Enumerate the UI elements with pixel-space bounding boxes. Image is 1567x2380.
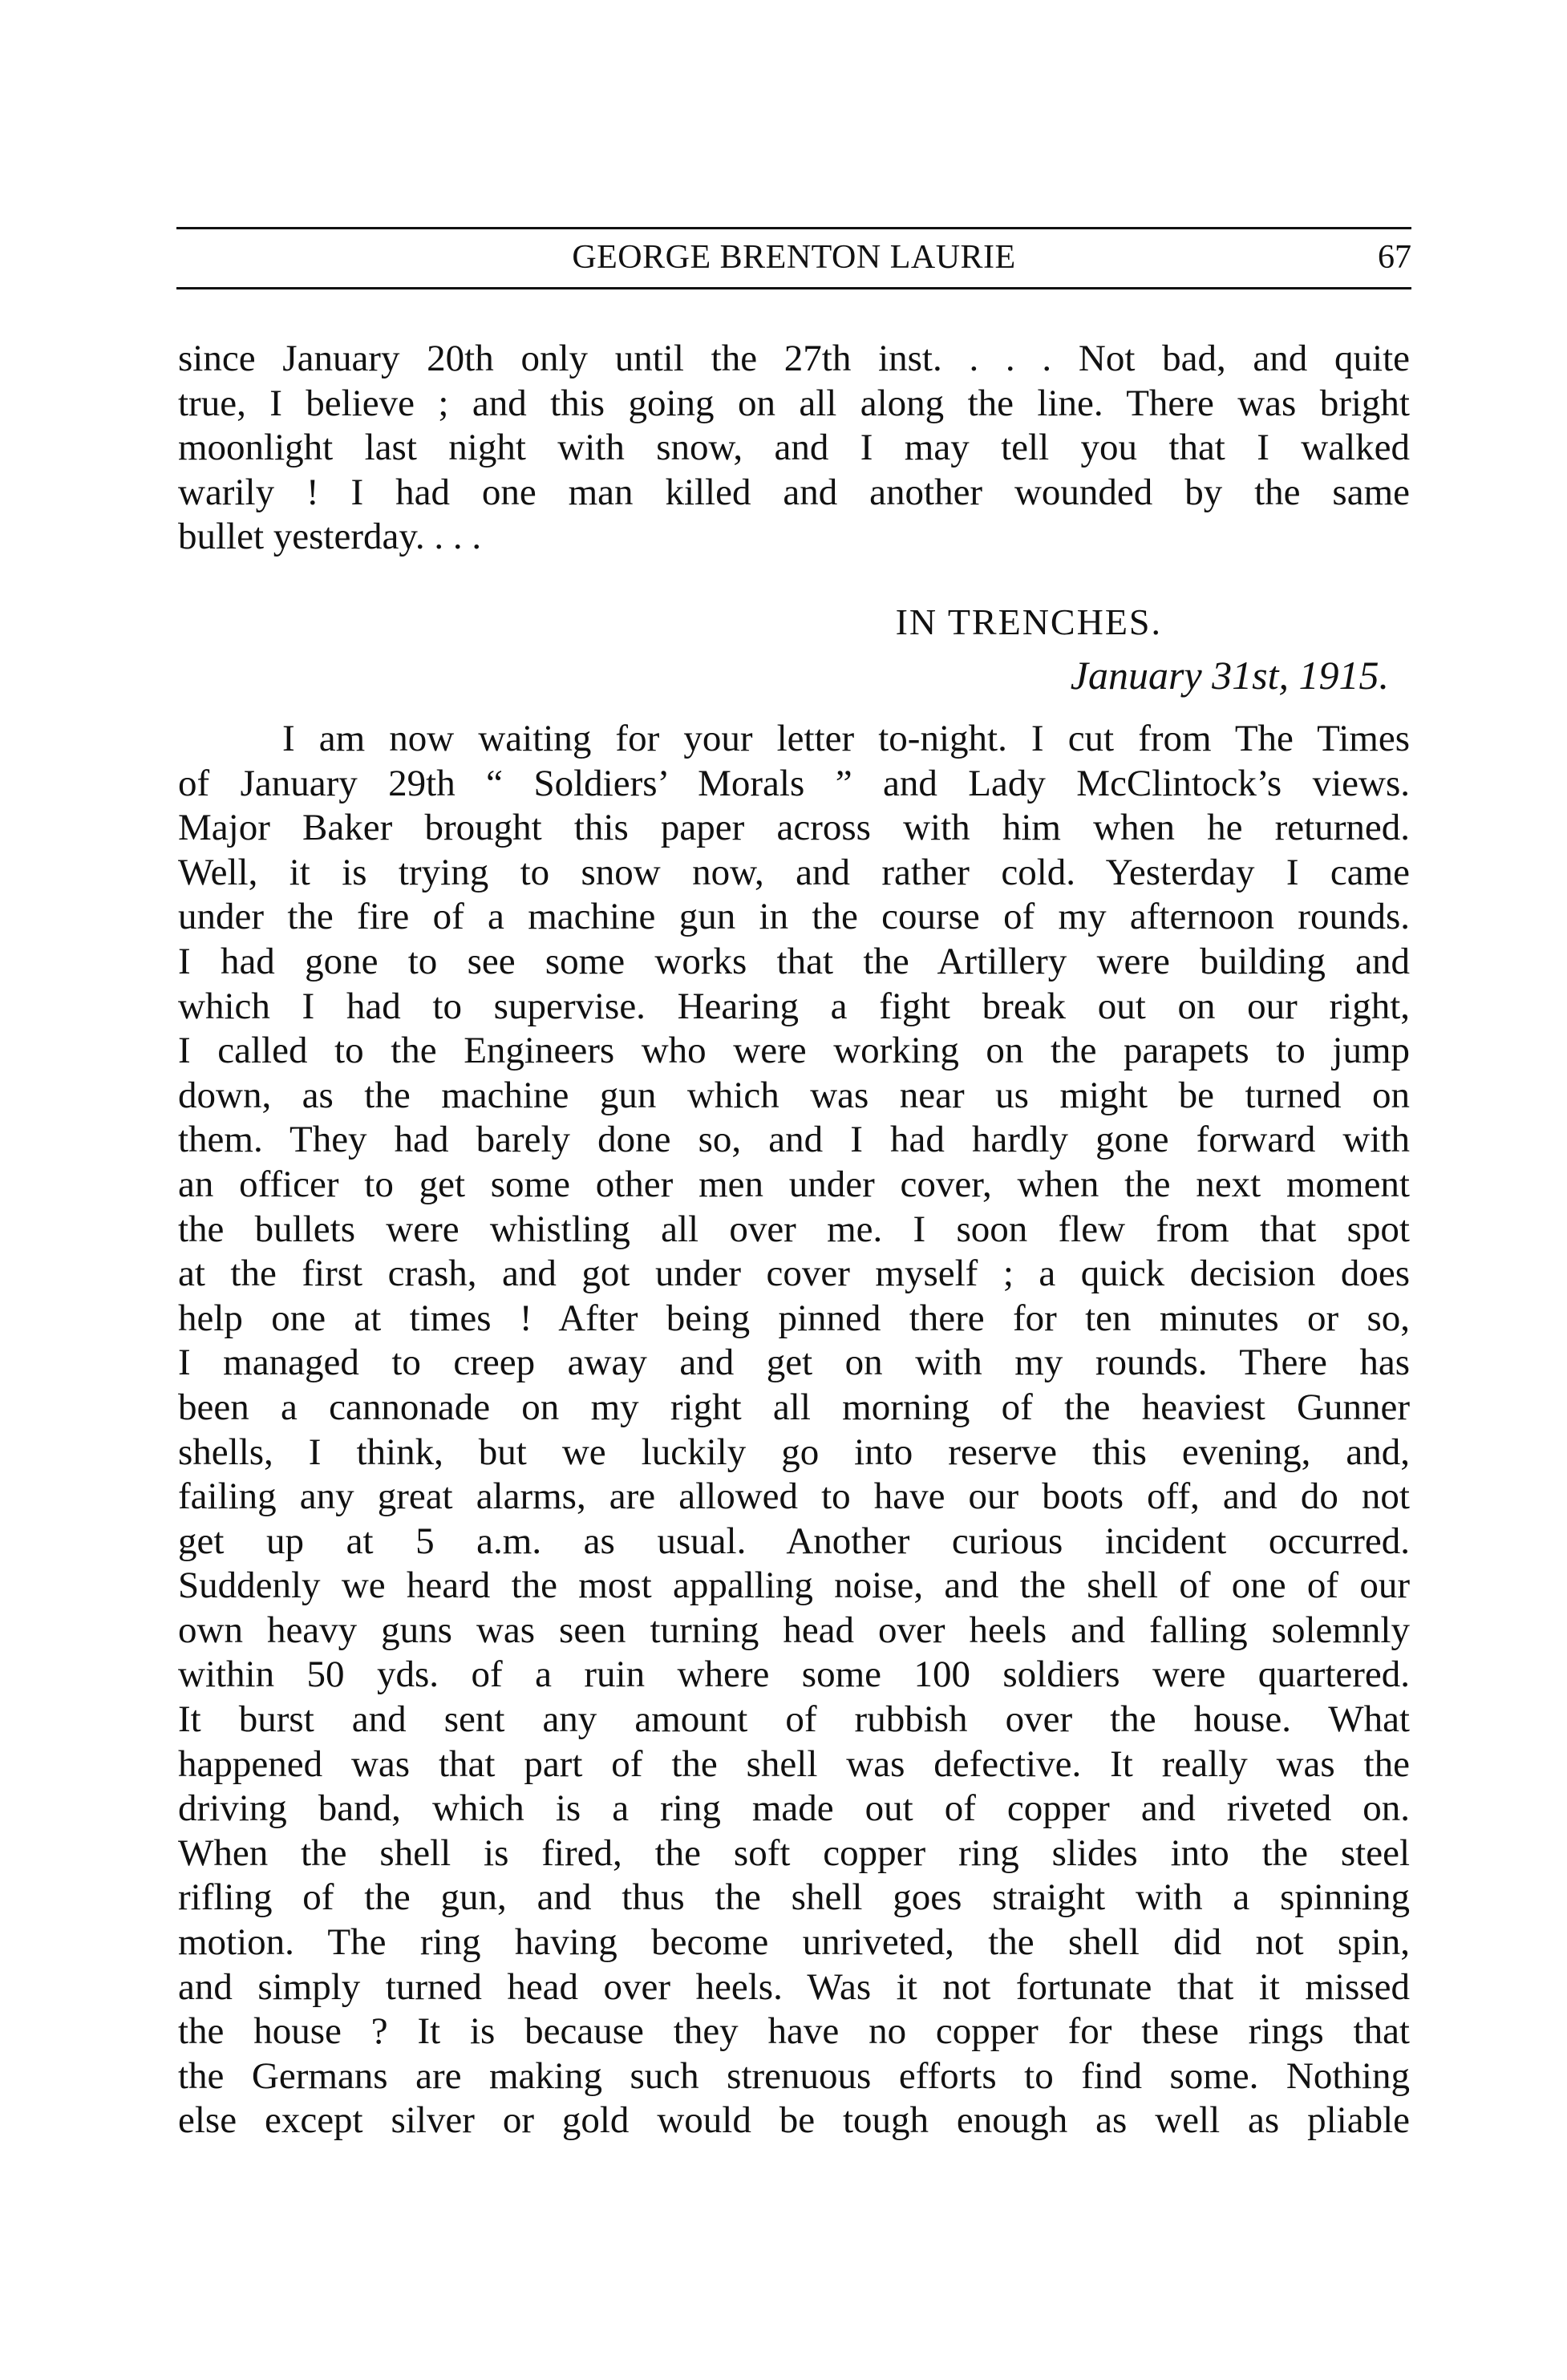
running-title: GEORGE BRENTON LAURIE	[572, 239, 1016, 276]
text-line: It burst and sent any amount of rubbish over the house. What	[178, 1698, 1410, 1741]
text-line: bullet yesterday. . . .	[178, 516, 482, 558]
dateline-place: IN TRENCHES.	[895, 601, 1162, 642]
text-line: since January 20th only until the 27th inst. . . . Not bad, and quite	[178, 338, 1410, 379]
dateline-date: January 31st, 1915.	[1070, 653, 1389, 698]
text-line: own heavy guns was seen turning head over heels and falling solemnly	[178, 1609, 1410, 1651]
text-line: help one at times ! After being pinned there for ten minutes or so,	[178, 1297, 1410, 1339]
text-line: them. They had barely done so, and I had hardly gone forward with	[178, 1119, 1410, 1161]
running-head	[176, 233, 1411, 282]
text-line: moonlight last night with snow, and I may tell you that I walked	[178, 427, 1410, 469]
text-line: happened was that part of the shell was defective. It really was the	[178, 1742, 1410, 1785]
text-line: get up at 5 a.m. as usual. Another curious incident occurred.	[178, 1520, 1410, 1562]
text-line: else except silver or gold would be tough enough as well as pliable	[178, 2099, 1410, 2142]
text-line: I am now waiting for your letter to-night. I cut from The Times	[282, 718, 1410, 759]
text-line: shells, I think, but we luckily go into reserve this evening, and,	[178, 1431, 1410, 1473]
paragraph-continued	[178, 337, 1410, 560]
text-line: driving band, which is a ring made out of copper and riveted on.	[178, 1787, 1410, 1830]
text-line: the bullets were whistling all over me. I soon flew from that spot	[178, 1208, 1410, 1250]
text-line: of January 29th “ Soldiers’ Morals ” and Lady McClintock’s views.	[178, 762, 1410, 804]
header-rule-top	[176, 227, 1411, 229]
text-line: motion. The ring having become unriveted, the shell did not spin,	[178, 1921, 1410, 1964]
text-line: failing any great alarms, are allowed to have our boots off, and do not	[178, 1475, 1410, 1518]
text-line: down, as the machine gun which was near us might be turned on	[178, 1074, 1410, 1116]
text-line: warily ! I had one man killed and another wounded by the same	[178, 471, 1410, 513]
text-line: I had gone to see some works that the Artillery were building and	[178, 940, 1410, 982]
text-line: and simply turned head over heels. Was it not fortunate that it missed	[178, 1965, 1410, 2008]
text-line: at the first crash, and got under cover myself ; a quick decision does	[178, 1253, 1410, 1295]
text-line: been a cannonade on my right all morning of the heaviest Gunner	[178, 1386, 1410, 1428]
text-line: Well, it is trying to snow now, and rather cold. Yesterday I came	[178, 851, 1410, 893]
page-number: 67	[1378, 239, 1411, 276]
letter-paragraph	[178, 717, 1410, 2143]
text-line: true, I believe ; and this going on all along the line. There was bright	[178, 382, 1410, 424]
text-line: I managed to creep away and get on with my rounds. There has	[178, 1342, 1410, 1384]
text-line: rifling of the gun, and thus the shell goes straight with a spinning	[178, 1876, 1410, 1919]
text-line: under the fire of a machine gun in the course of my afternoon rounds.	[178, 896, 1410, 938]
text-line: the house ? It is because they have no copper for these rings that	[178, 2010, 1410, 2053]
text-line: the Germans are making such strenuous efforts to find some. Nothing	[178, 2054, 1410, 2097]
text-line: Major Baker brought this paper across with him when he returned.	[178, 807, 1410, 849]
text-line: which I had to supervise. Hearing a fight break out on our right,	[178, 985, 1410, 1027]
text-line: within 50 yds. of a ruin where some 100 soldiers were quartered.	[178, 1653, 1410, 1696]
text-line: Suddenly we heard the most appalling noise, and the shell of one of our	[178, 1564, 1410, 1607]
text-line: an officer to get some other men under cover, when the next moment	[178, 1163, 1410, 1205]
text-line: I called to the Engineers who were working on the parapets to jump	[178, 1030, 1410, 1072]
text-line: When the shell is fired, the soft copper ring slides into the steel	[178, 1832, 1410, 1874]
header-rule-bottom	[176, 287, 1411, 289]
